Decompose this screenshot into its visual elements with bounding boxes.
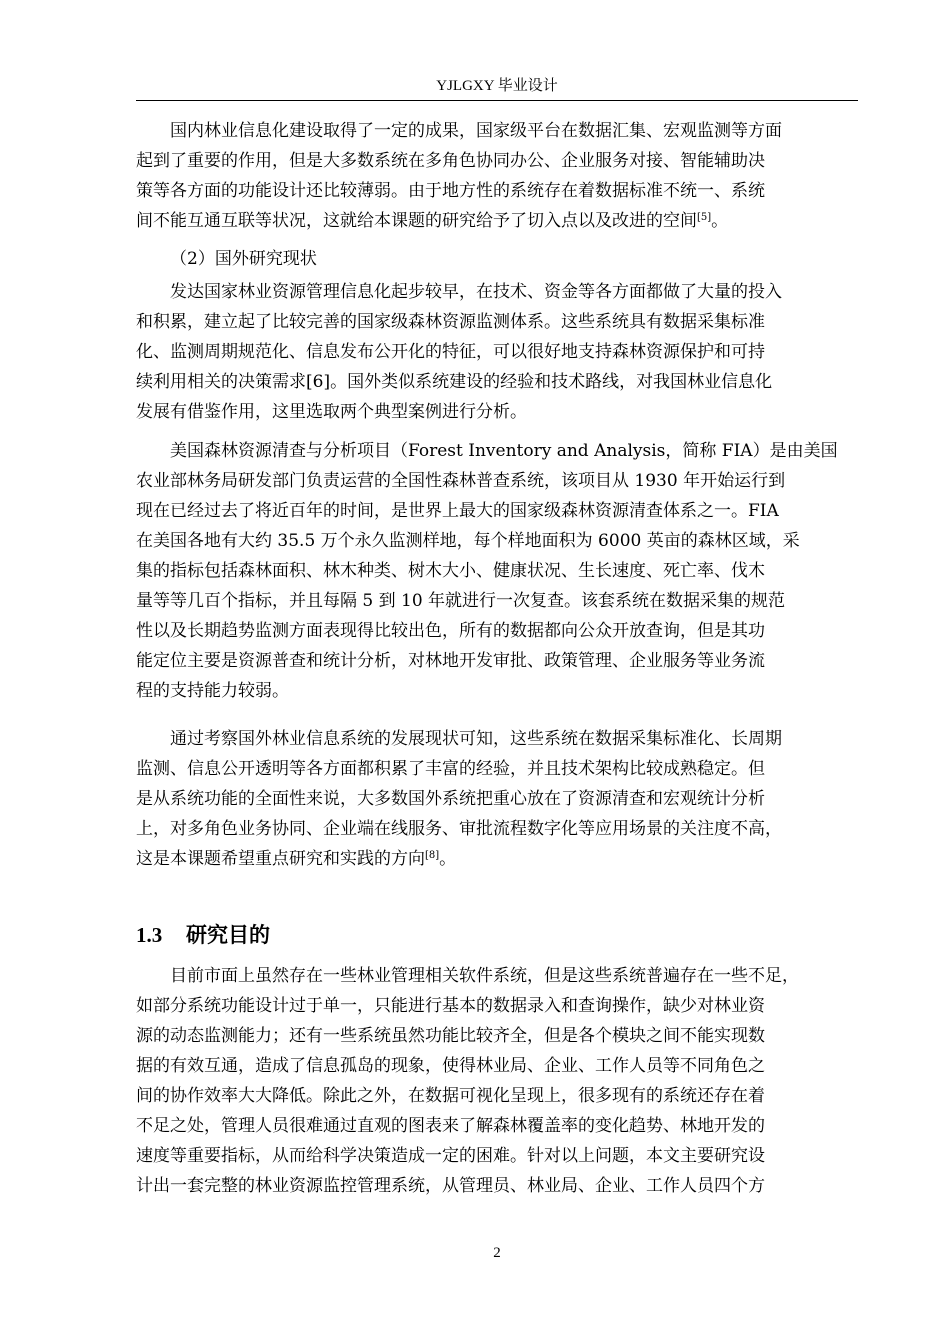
paragraph-foreign-overview: [136, 277, 858, 427]
text-line: 上，对多角色业务协同、企业端在线服务、审批流程数字化等应用场景的关注度不高，: [136, 819, 782, 839]
text-line: （2）国外研究现状: [170, 249, 317, 269]
text-line: 发展有借鉴作用，这里选取两个典型案例进行分析。: [136, 402, 527, 422]
section-heading: [136, 920, 270, 950]
text-line: 间的协作效率大大降低。除此之外，在数据可视化呈现上，很多现有的系统还存在着: [136, 1086, 765, 1106]
text-line: 不足之处，管理人员很难通过直观的图表来了解森林覆盖率的变化趋势、林地开发的: [136, 1116, 765, 1136]
text-line: 和积累，建立起了比较完善的国家级森林资源监测体系。这些系统具有数据采集标准: [136, 312, 765, 332]
text-line-last: [136, 206, 858, 236]
text-line: 策等各方面的功能设计还比较薄弱。由于地方性的系统存在着数据标准不统一、系统: [136, 181, 765, 201]
text-line: 计出一套完整的林业资源监控管理系统，从管理员、林业局、企业、工作人员四个方: [136, 1176, 765, 1196]
section-number: 1.3: [136, 923, 163, 947]
text-line-end: 。: [711, 211, 729, 231]
text-line: 化、监测周期规范化、信息发布公开化的特征，可以很好地支持森林资源保护和可持: [136, 342, 765, 362]
text-line: 续利用相关的决策需求[6]。国外类似系统建设的经验和技术路线，对我国林业信息化: [136, 372, 773, 392]
paragraph-fia-case: [136, 436, 858, 706]
text-line: 程的支持能力较弱。: [136, 681, 289, 701]
text-line: 农业部林务局研发部门负责运营的全国性森林普查系统，该项目从 1930 年开始运行到: [136, 471, 786, 491]
text-line: 速度等重要指标，从而给科学决策造成一定的困难。针对以上问题，本文主要研究设: [136, 1146, 765, 1166]
paragraph-domestic-status: [136, 116, 858, 236]
text-line-last: [136, 844, 858, 874]
text-line: 集的指标包括森林面积、林木种类、树木大小、健康状况、生长速度、死亡率、伐木: [136, 561, 765, 581]
text-line: 起到了重要的作用，但是大多数系统在多角色协同办公、企业服务对接、智能辅助决: [136, 151, 765, 171]
text-line: 目前市面上虽然存在一些林业管理相关软件系统，但是这些系统普遍存在一些不足，: [170, 966, 799, 986]
text-line: 国内林业信息化建设取得了一定的成果，国家级平台在数据汇集、宏观监测等方面: [170, 121, 782, 141]
text-line: 通过考察国外林业信息系统的发展现状可知，这些系统在数据采集标准化、长周期: [170, 729, 782, 749]
header-rule: [136, 100, 858, 101]
text-line: 据的有效互通，造成了信息孤岛的现象，使得林业局、企业、工作人员等不同角色之: [136, 1056, 765, 1076]
text-line: 源的动态监测能力；还有一些系统虽然功能比较齐全，但是各个模块之间不能实现数: [136, 1026, 765, 1046]
text-line: 能定位主要是资源普查和统计分析，对林地开发审批、政策管理、企业服务等业务流: [136, 651, 765, 671]
text-line: 在美国各地有大约 35.5 万个永久监测样地，每个样地面积为 6000 英亩的森林区域，采: [136, 531, 800, 551]
text-line-content: 间不能互通互联等状况，这就给本课题的研究给予了切入点以及改进的空间: [136, 211, 697, 231]
text-line: 是从系统功能的全面性来说，大多数国外系统把重心放在了资源清查和宏观统计分析: [136, 789, 765, 809]
text-line: 美国森林资源清查与分析项目（Forest Inventory and Analysis，简称 FIA）是由美国: [170, 441, 838, 461]
page-number: 2: [493, 1245, 501, 1261]
text-line-content: 这是本课题希望重点研究和实践的方向: [136, 849, 425, 869]
subheading-foreign-status: [136, 244, 858, 274]
page-header: YJLGXY 毕业设计: [436, 78, 558, 94]
text-line: 如部分系统功能设计过于单一，只能进行基本的数据录入和查询操作，缺少对林业资: [136, 996, 765, 1016]
text-line-end: 。: [439, 849, 457, 869]
text-line: 量等等几百个指标，并且每隔 5 到 10 年就进行一次复查。该套系统在数据采集的规范: [136, 591, 786, 611]
citation-ref: [8]: [425, 850, 440, 861]
paragraph-research-purpose: [136, 961, 858, 1201]
text-line: 监测、信息公开透明等各方面都积累了丰富的经验，并且技术架构比较成熟稳定。但: [136, 759, 765, 779]
text-line: 发达国家林业资源管理信息化起步较早，在技术、资金等各方面都做了大量的投入: [170, 282, 782, 302]
text-line: 性以及长期趋势监测方面表现得比较出色，所有的数据都向公众开放查询，但是其功: [136, 621, 765, 641]
text-line: 现在已经过去了将近百年的时间，是世界上最大的国家级森林资源清查体系之一。FIA: [136, 501, 779, 521]
section-title: 研究目的: [186, 922, 270, 947]
citation-ref: [5]: [697, 212, 712, 223]
paragraph-foreign-summary: [136, 724, 858, 874]
